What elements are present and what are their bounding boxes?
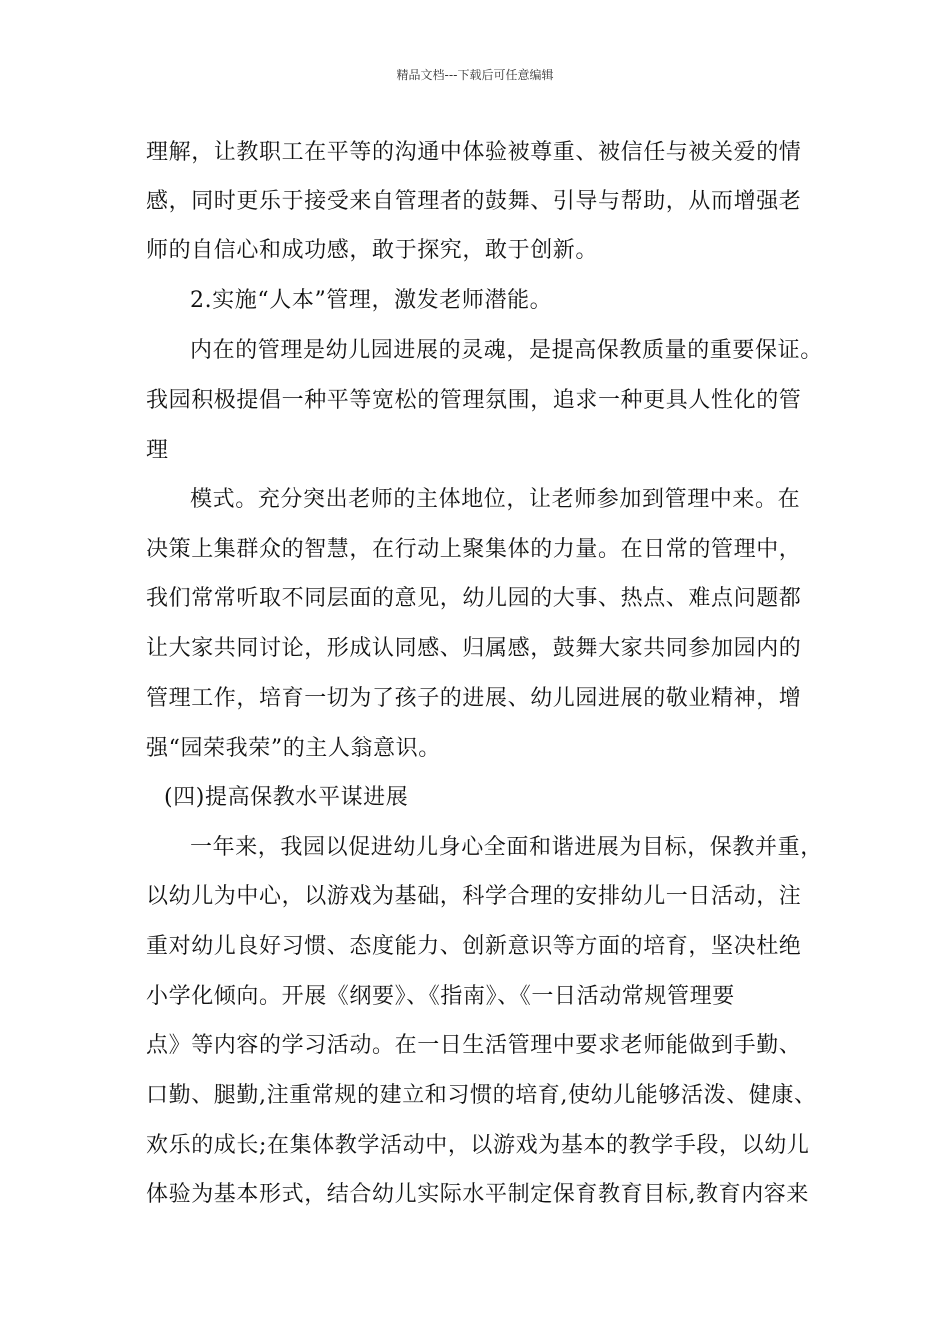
- text-line: 强“园荣我荣”的主人翁意识。: [146, 736, 441, 761]
- text-line: 理解，让教职工在平等的沟通中体验被尊重、被信任与被关爱的情: [146, 140, 802, 165]
- text-line: 管理工作，培育一切为了孩子的进展、幼儿园进展的敬业精神，增: [146, 686, 802, 711]
- text-line: 模式。充分突出老师的主体地位，让老师参加到管理中来。在: [190, 487, 801, 512]
- text-line: 师的自信心和成功感，敢于探究，敢于创新。: [146, 238, 599, 263]
- text-line: 小学化倾向。开展《纲要》、《指南》、《一日活动常规管理要: [146, 984, 735, 1009]
- text-line: 感，同时更乐于接受来自管理者的鼓舞、引导与帮助，从而增强老: [146, 189, 802, 214]
- text-line: 理: [146, 438, 169, 463]
- text-line: 我园积极提倡一种平等宽松的管理氛围，追求一种更具人性化的管: [146, 388, 802, 413]
- text-line: 一年来，我园以促进幼儿身心全面和谐进展为目标，保教并重，: [190, 835, 823, 860]
- text-line: 以幼儿为中心，以游戏为基础，科学合理的安排幼儿一日活动，注: [146, 884, 802, 909]
- text-line: 欢乐的成长;在集体教学活动中，以游戏为基本的教学手段，以幼儿: [146, 1133, 810, 1158]
- text-line: 决策上集群众的智慧，在行动上聚集体的力量。在日常的管理中，: [146, 537, 802, 562]
- text-line: 重对幼儿良好习惯、态度能力、创新意识等方面的培育，坚决杜绝: [146, 934, 802, 959]
- text-line: 内在的管理是幼儿园进展的灵魂，是提高保教质量的重要保证。: [190, 338, 823, 363]
- section-heading: (四)提高保教水平谋进展: [164, 785, 409, 810]
- page-header: 精品文档---下载后可任意编辑: [396, 68, 554, 82]
- text-line: 点》等内容的学习活动。在一日生活管理中要求老师能做到手勤、: [146, 1033, 802, 1058]
- text-line: 我们常常听取不同层面的意见，幼儿园的大事、热点、难点问题都: [146, 586, 802, 611]
- text-line: 让大家共同讨论，形成认同感、归属感，鼓舞大家共同参加园内的: [146, 636, 802, 661]
- text-line: 口勤、腿勤,注重常规的建立和习惯的培育,使幼儿能够活泼、健康、: [146, 1083, 817, 1108]
- text-line: 体验为基本形式，结合幼儿实际水平制定保育教育目标,教育内容来: [146, 1182, 809, 1207]
- section-heading: 2.实施“人本”管理，激发老师潜能。: [190, 288, 553, 313]
